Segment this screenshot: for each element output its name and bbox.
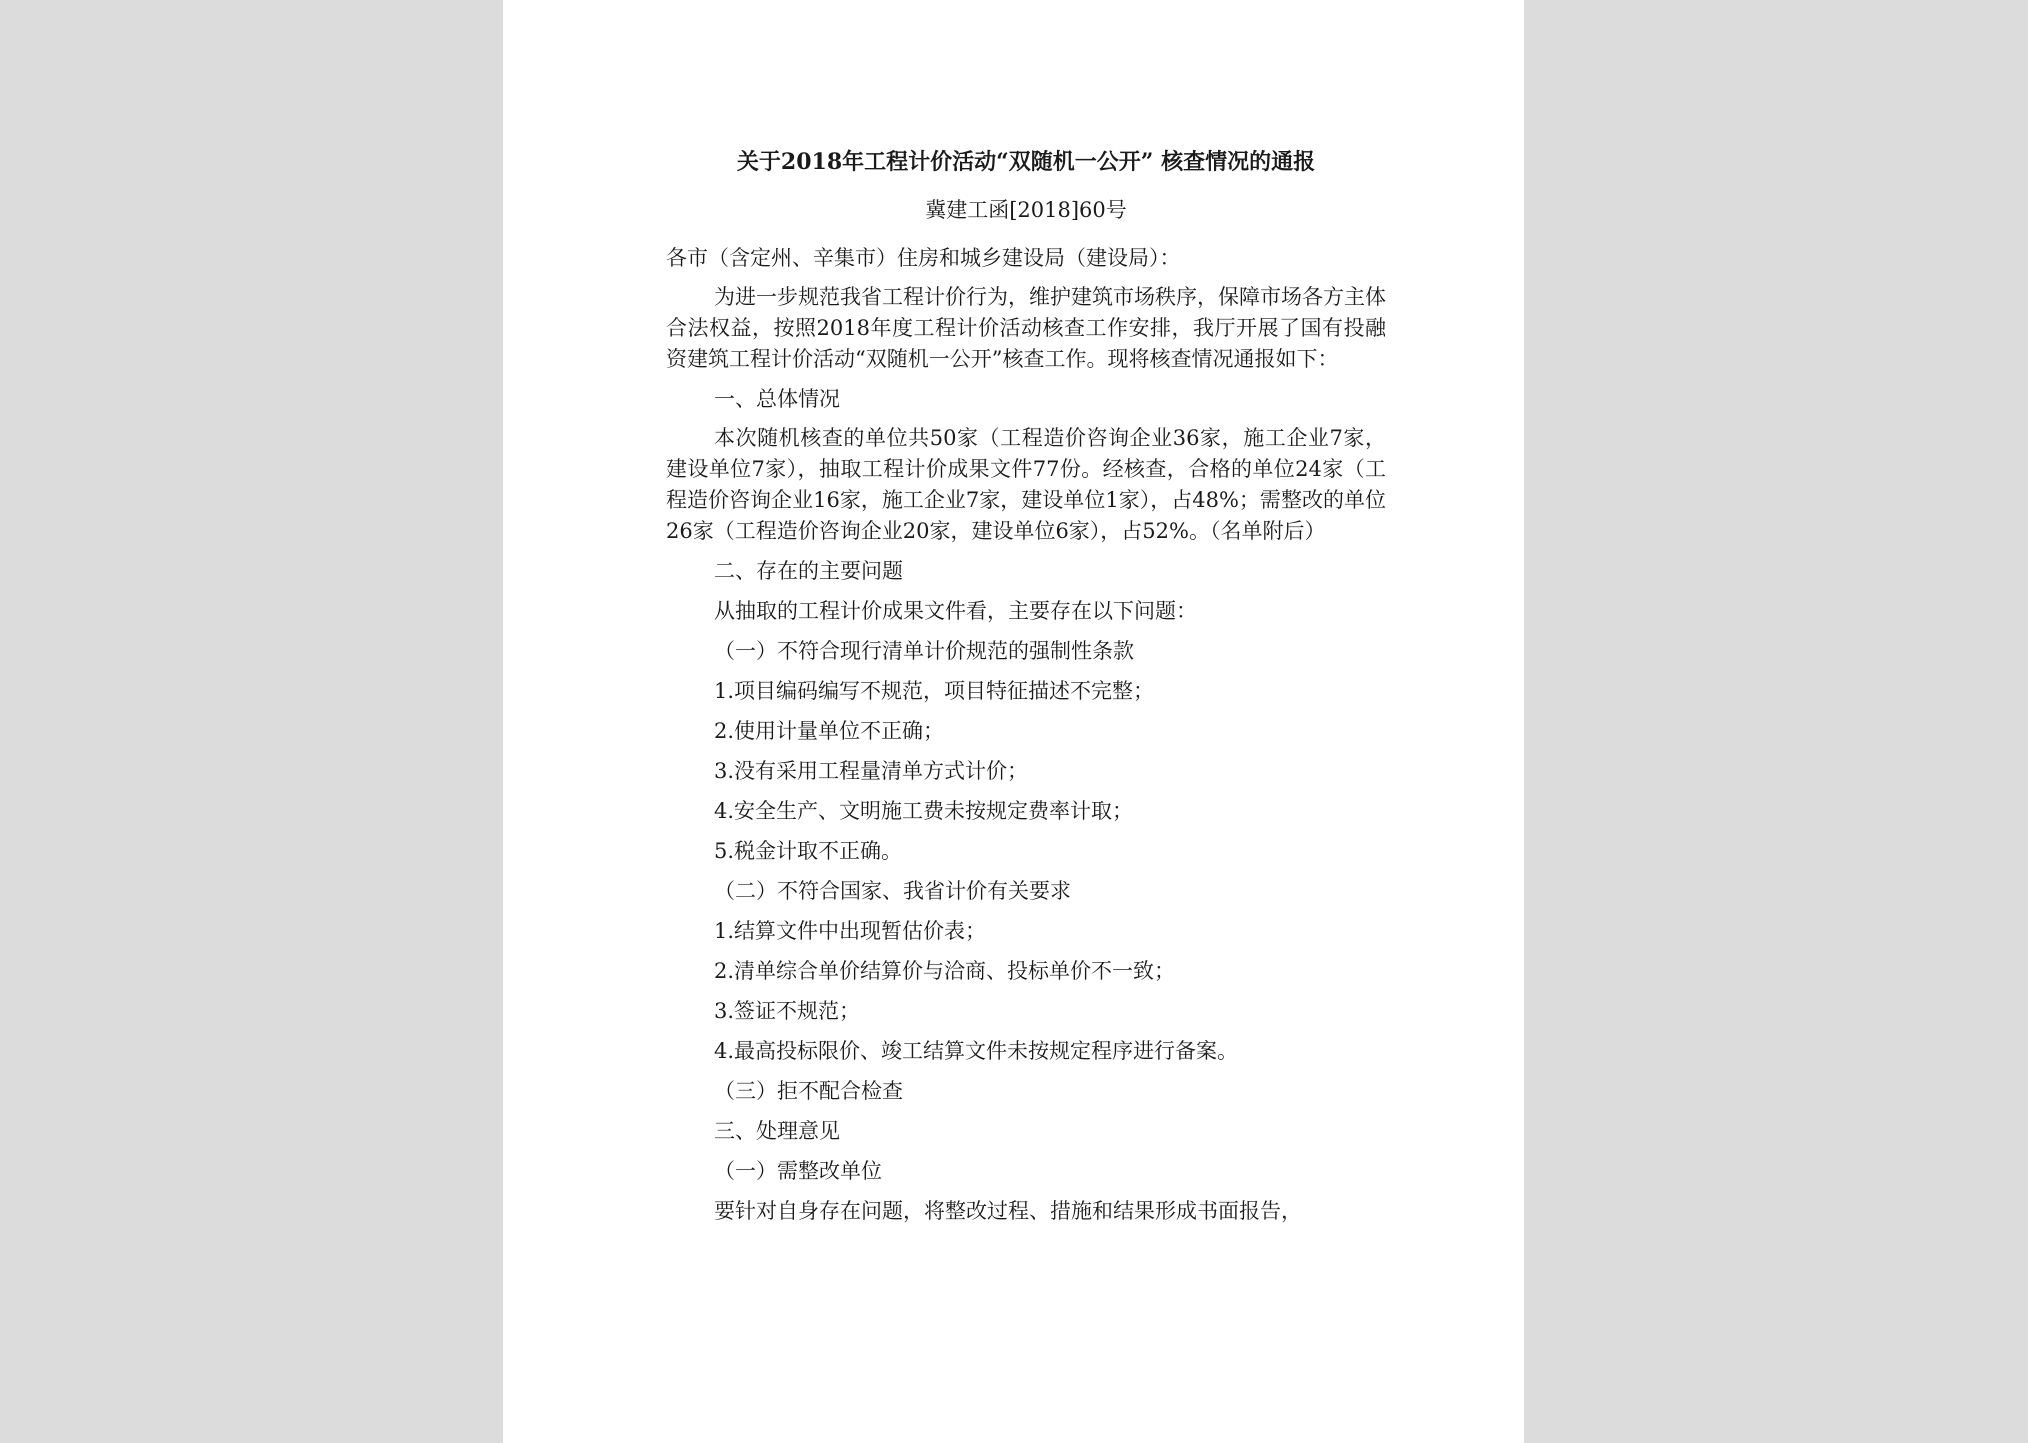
document-number: 冀建工函[2018]60号 [925, 198, 1127, 222]
section-heading-handling: 三、处理意见 [714, 1119, 840, 1143]
subsection-heading-2: （二）不符合国家、我省计价有关要求 [714, 879, 1071, 903]
list-item: 4.安全生产、文明施工费未按规定费率计取； [714, 799, 1134, 823]
list-item: 4.最高投标限价、竣工结算文件未按规定程序进行备案。 [714, 1039, 1239, 1063]
list-item: 2.清单综合单价结算价与洽商、投标单价不一致； [714, 959, 1176, 983]
section-heading-overview: 一、总体情况 [714, 387, 840, 411]
rectify-paragraph: 要针对自身存在问题，将整改过程、措施和结果形成书面报告， [714, 1199, 1302, 1223]
overview-paragraph: 本次随机核查的单位共50家（工程造价咨询企业36家，施工企业7家，建设单位7家），抽取工程计价成果文件77份。经核查，合格的单位24家（工程造价咨询企业16家，施工企业7家，建设单位1家），占48%；需整改的单位26家（工程造价咨询企业20家，建设单位6家），占52%。（名单附后） [666, 426, 1386, 543]
section-heading-problems: 二、存在的主要问题 [714, 559, 903, 583]
subsection-heading-1: （一）不符合现行清单计价规范的强制性条款 [714, 639, 1134, 663]
intro-paragraph: 为进一步规范我省工程计价行为，维护建筑市场秩序，保障市场各方主体合法权益，按照2018年度工程计价活动核查工作安排，我厅开展了国有投融资建筑工程计价活动“双随机一公开”核查工作。现将核查情况通报如下： [666, 285, 1386, 371]
document-page [503, 0, 1524, 1443]
problems-intro: 从抽取的工程计价成果文件看，主要存在以下问题： [714, 599, 1197, 623]
subsection-heading-3: （三）拒不配合检查 [714, 1079, 903, 1103]
subsection-heading-rectify: （一）需整改单位 [714, 1159, 882, 1183]
list-item: 1.结算文件中出现暂估价表； [714, 919, 987, 943]
document-content [666, 140, 1386, 1231]
list-item: 3.没有采用工程量清单方式计价； [714, 759, 1029, 783]
list-item: 5.税金计取不正确。 [714, 839, 903, 863]
document-title: 关于2018年工程计价活动“双随机一公开” 核查情况的通报 [736, 149, 1316, 175]
list-item: 2.使用计量单位不正确； [714, 719, 945, 743]
salutation: 各市（含定州、辛集市）住房和城乡建设局（建设局）： [666, 246, 1181, 270]
list-item: 1.项目编码编写不规范，项目特征描述不完整； [714, 679, 1155, 703]
list-item: 3.签证不规范； [714, 999, 861, 1023]
